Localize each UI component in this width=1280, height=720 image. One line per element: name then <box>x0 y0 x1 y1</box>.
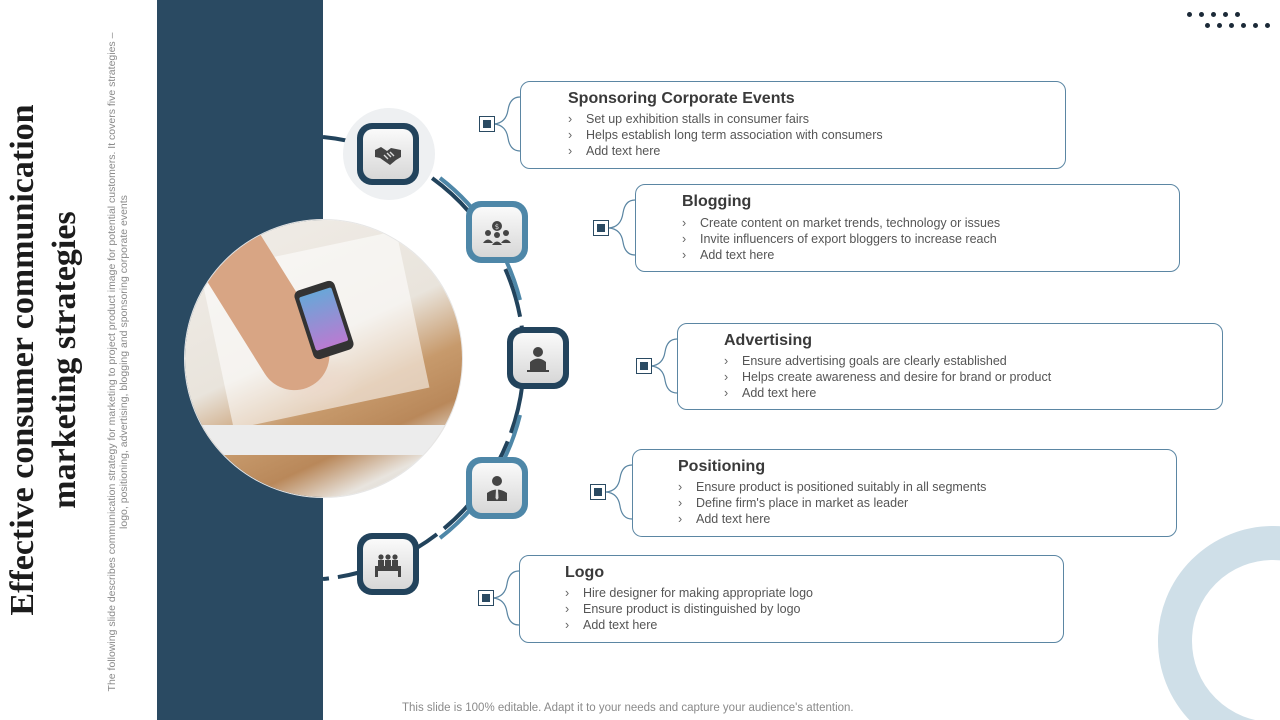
bullet-marker <box>479 116 495 132</box>
bullet-marker <box>593 220 609 236</box>
list-item: › Ensure advertising goals are clearly established <box>724 354 1007 368</box>
list-item: › Create content on market trends, technology or issues <box>682 216 1001 230</box>
list-item: › Define firm's place in market as leader <box>678 496 909 510</box>
bullet-marker <box>478 590 494 606</box>
card-title: Advertising <box>724 332 813 349</box>
slide-subtitle: The following slide describes communication strategy for marketing to project product image for potential customers. It covers five strategies – logo, positioning, advertising, blogging and sponsoring corporate events <box>106 32 130 692</box>
slide-title: Effective consumer communication marketing strategies <box>4 104 83 616</box>
list-item: › Helps create awareness and desire for brand or product <box>724 370 1052 384</box>
svg-text:$: $ <box>494 223 500 231</box>
list-item: › Invite influencers of export bloggers to increase reach <box>682 232 997 246</box>
card-title: Sponsoring Corporate Events <box>568 90 795 107</box>
list-item: › Add text here <box>724 386 817 400</box>
list-item: › Add text here <box>682 248 775 262</box>
list-item: › Add text here <box>565 618 658 632</box>
bullet-marker <box>636 358 652 374</box>
list-item: › Set up exhibition stalls in consumer fairs <box>568 112 810 126</box>
list-item: › Add text here <box>568 144 661 158</box>
card-sponsoring[interactable] <box>520 81 1066 169</box>
list-item: › Helps establish long term association with consumers <box>568 128 883 142</box>
card-title: Logo <box>565 564 605 581</box>
card-title: Blogging <box>682 193 752 210</box>
card-logo[interactable] <box>519 555 1064 643</box>
card-title: Positioning <box>678 458 766 475</box>
list-item: › Ensure product is distinguished by logo <box>565 602 801 616</box>
list-item: › Ensure product is positioned suitably in all segments <box>678 480 987 494</box>
footer-note: This slide is 100% editable. Adapt it to your needs and capture your audience's attention. <box>402 702 854 714</box>
list-item: › Hire designer for making appropriate logo <box>565 586 813 600</box>
card-blogging[interactable] <box>635 184 1180 272</box>
card-positioning[interactable] <box>632 449 1177 537</box>
bullet-marker <box>590 484 606 500</box>
card-advertising[interactable] <box>677 323 1223 410</box>
list-item: › Add text here <box>678 512 771 526</box>
